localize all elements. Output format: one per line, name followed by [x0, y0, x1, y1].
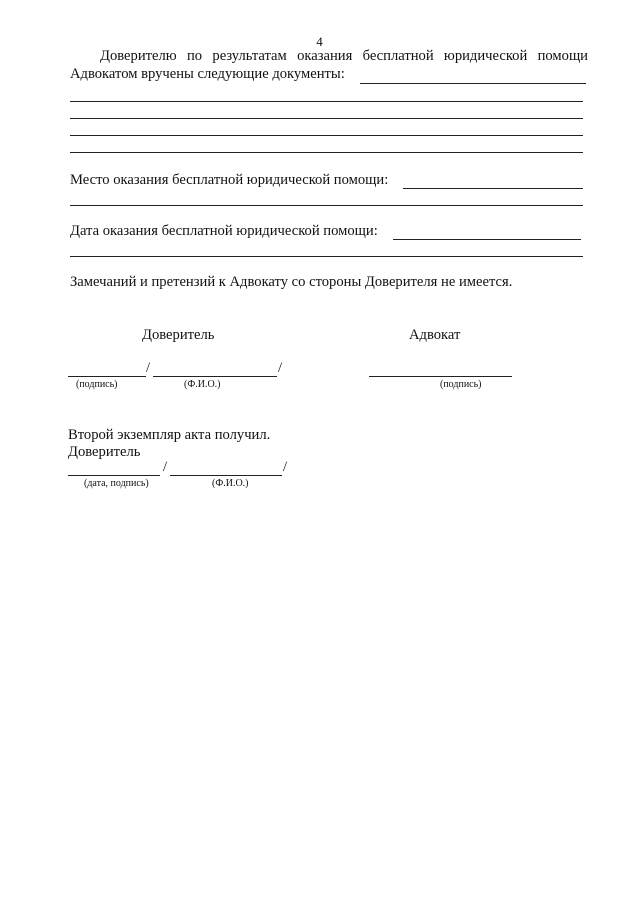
principal-signature-line — [68, 376, 146, 377]
place-label: Место оказания бесплатной юридической помощи: — [70, 172, 389, 188]
date-label: Дата оказания бесплатной юридической помощи: — [70, 223, 378, 239]
place-fill-line — [403, 188, 583, 189]
caption-lawyer-signature: (подпись) — [440, 379, 482, 390]
intro-line-1: Доверителю по результатам оказания бесплатной юридической помощи — [100, 48, 588, 64]
second-copy-received: Второй экземпляр акта получил. — [68, 427, 271, 443]
documents-fill-line — [70, 135, 583, 136]
separator-slash: / — [278, 360, 283, 376]
lawyer-signature-line — [369, 376, 512, 377]
date-fill-line — [393, 239, 581, 240]
date-signature-line — [68, 475, 160, 476]
caption-second-name: (Ф.И.О.) — [212, 478, 249, 489]
place-fill-line — [70, 205, 583, 206]
intro-line-2: Адвокатом вручены следующие документы: — [70, 66, 345, 82]
caption-name: (Ф.И.О.) — [184, 379, 221, 390]
separator-slash: / — [283, 459, 288, 475]
principal-name-line — [153, 376, 277, 377]
lawyer-heading: Адвокат — [409, 327, 461, 343]
documents-fill-line — [70, 152, 583, 153]
documents-fill-line — [70, 118, 583, 119]
separator-slash: / — [146, 360, 151, 376]
no-claims-statement: Замечаний и претензий к Адвокату со стороны Доверителя не имеется. — [70, 274, 513, 290]
separator-slash: / — [163, 459, 168, 475]
page-number: 4 — [316, 34, 323, 49]
documents-fill-line — [360, 83, 586, 84]
caption-signature: (подпись) — [76, 379, 118, 390]
caption-date-signature: (дата, подпись) — [84, 478, 149, 489]
second-copy-principal: Доверитель — [68, 444, 141, 460]
principal-heading: Доверитель — [142, 327, 215, 343]
second-name-line — [170, 475, 282, 476]
documents-fill-line — [70, 101, 583, 102]
date-fill-line — [70, 256, 583, 257]
